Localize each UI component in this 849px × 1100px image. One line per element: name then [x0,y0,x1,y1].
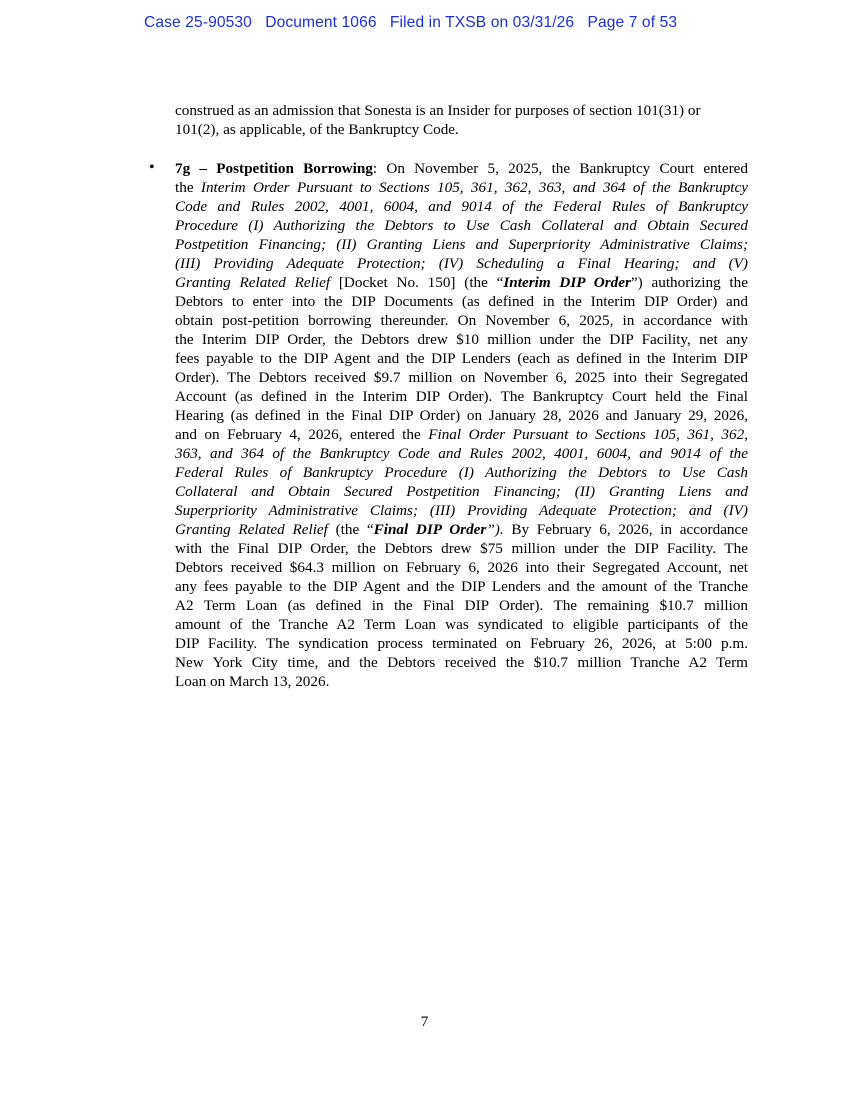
section-line-21: with the Final DIP Order, the Debtors drew $75 million under the DIP Facility. The [175,540,748,557]
section-line-10: the Interim DIP Order, the Debtors drew $10 million under the DIP Facility, net any [175,331,748,348]
section-line-18 [175,484,748,499]
text: [Docket No. 150] (the “ [330,274,504,291]
section-line-2 [175,180,748,195]
bullet-marker: • [149,159,155,176]
order-title: Interim Order Pursuant to Sections 105, 361, 362, 363, and 364 of the Bankruptcy [200,179,748,196]
section-line-13: Account (as defined in the Interim DIP Order). The Bankruptcy Court held the Final [175,388,748,405]
order-title: Code and Rules 2002, 4001, 6004, and 9014 of the Federal Rules of Bankruptcy [175,198,748,215]
order-title: (III) Providing Adequate Protection; (IV) Scheduling a Final Hearing; and (V) [175,255,748,272]
text: ”) authorizing the [630,274,748,291]
section-line-3 [175,199,748,214]
paragraph-line: 101(2), as applicable, of the Bankruptcy Code. [175,121,459,138]
text: ”). [486,521,504,538]
section-line-25: amount of the Tranche A2 Term Loan was syndicated to eligible participants of the [175,616,748,633]
section-line-12: Order). The Debtors received $9.7 million on November 6, 2025 into their Segregated [175,369,748,386]
section-line-4 [175,218,748,233]
defined-term: Final DIP Order [373,521,487,538]
paragraph-line: construed as an admission that Sonesta is an Insider for purposes of section 101(31) or [175,102,701,119]
section-line-9: obtain post-petition borrowing thereunder. On November 6, 2025, in accordance with [175,312,748,329]
text: the [175,179,201,196]
section-line-19 [175,503,748,518]
section-line-1 [175,161,748,176]
section-line-5 [175,237,748,252]
section-line-7 [175,275,748,290]
order-title: Collateral and Obtain Secured Postpetition Financing; (II) Granting Liens and [175,483,748,500]
section-line-11: fees payable to the DIP Agent and the DIP Lenders (each as defined in the Interim DIP [175,350,748,367]
order-title: Federal Rules of Bankruptcy Procedure (I) Authorizing the Debtors to Use Cash [175,464,748,481]
text: By February 6, 2026, in accordance [503,521,749,538]
section-line-23: any fees payable to the DIP Agent and the DIP Lenders and the amount of the Tranche [175,578,748,595]
section-line-6 [175,256,748,271]
section-line-20 [175,522,748,537]
order-title: Final Order Pursuant to Sections 105, 361, 362, [428,426,748,443]
text: : On November 5, 2025, the Bankruptcy Court entered [372,160,749,177]
section-line-17 [175,465,748,480]
section-heading: 7g – Postpetition Borrowing [175,160,373,177]
order-title: 363, and 364 of the Bankruptcy Code and Rules 2002, 4001, 6004, and 9014 of the [175,445,748,462]
order-title: Postpetition Financing; (II) Granting Liens and Superpriority Administrative Claims; [175,236,748,253]
section-line-24: A2 Term Loan (as defined in the Final DIP Order). The remaining $10.7 million [175,597,748,614]
section-line-16 [175,446,748,461]
order-title: Granting Related Relief [175,274,331,291]
page-number: 7 [420,1013,429,1030]
text: (the “ [327,521,374,538]
section-line-27: New York City time, and the Debtors received the $10.7 million Tranche A2 Term [175,654,748,671]
order-title: Superpriority Administrative Claims; (III) Providing Adequate Protection; and (IV) [175,502,748,519]
section-line-8: Debtors to enter into the DIP Documents (as defined in the Interim DIP Order) and [175,293,748,310]
text: and on February 4, 2026, entered the [175,426,429,443]
section-line-28: Loan on March 13, 2026. [175,673,330,690]
order-title: Granting Related Relief [175,521,328,538]
section-line-26: DIP Facility. The syndication process terminated on February 26, 2026, at 5:00 p.m. [175,635,748,652]
filing-header: Case 25-90530 Document 1066 Filed in TXSB on 03/31/26 Page 7 of 53 [144,14,678,31]
section-line-22: Debtors received $64.3 million on February 6, 2026 into their Segregated Account, net [175,559,748,576]
defined-term: Interim DIP Order [503,274,631,291]
section-line-15 [175,427,748,442]
section-line-14: Hearing (as defined in the Final DIP Order) on January 28, 2026 and January 29, 2026, [175,407,748,424]
order-title: Procedure (I) Authorizing the Debtors to Use Cash Collateral and Obtain Secured [175,217,748,234]
